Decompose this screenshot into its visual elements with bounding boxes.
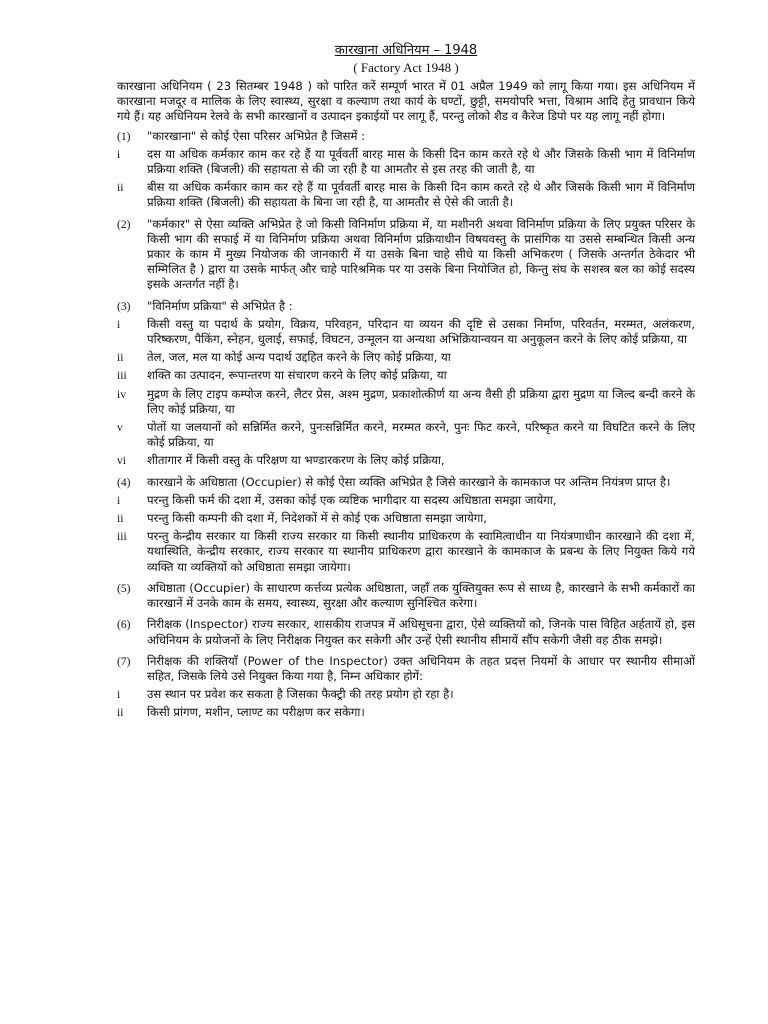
clause-number: i xyxy=(117,147,121,161)
clause-item xyxy=(117,493,695,508)
document-page xyxy=(117,42,695,724)
clause-number: i xyxy=(117,688,121,702)
clause-text: शीतागार में किसी वस्तु के परिक्षण या भण्डारकरण के लिए कोई प्रक्रिया, xyxy=(147,453,445,468)
clause-number: ii xyxy=(117,351,124,365)
clause-text: कारखाने के अधिष्ठाता (Occupier) से कोई ऐसा व्यक्ति अभिप्रेत है जिसे कारखाने के कामकाज पर अन्तिम नियंत्रण प्राप्त है। xyxy=(147,474,671,489)
clause-number: i xyxy=(117,493,121,507)
clause-item xyxy=(117,511,695,526)
clause-number: iii xyxy=(117,369,127,383)
clause-item xyxy=(117,299,695,314)
clause-list xyxy=(117,129,695,721)
clause-item xyxy=(117,687,695,702)
clause-text: तेल, जल, मल या कोई अन्य पदार्थ उद्दहित करने के लिए कोई प्रक्रिया, या xyxy=(147,350,451,365)
clause-item xyxy=(117,529,695,575)
clause-item xyxy=(117,420,695,450)
clause-text: "कारखाना" से कोई ऐसा परिसर अभिप्रेत है जिसमें : xyxy=(147,128,365,143)
clause-text: परन्तु किसी कम्पनी की दशा में, निदेशकों में से कोई एक अधिष्ठाता समझा जायेगा, xyxy=(147,511,487,526)
clause-text: "विनिर्माण प्रक्रिया" से अभिप्रेत है : xyxy=(147,298,293,313)
clause-item xyxy=(117,217,695,293)
clause-number: (7) xyxy=(117,654,131,668)
clause-text: बीस या अधिक कर्मकार काम कर रहे हैं या पूर्ववर्ती बारह मास के किसी दिन काम करते रहे थे और जिसके किसी भाग में विनिर्माण प्रक्रिया शक्ति (बिजली) की सहायता के बिना जा रही है, या आमतौर से ऐसे की जाती है। xyxy=(147,180,695,210)
clause-item xyxy=(117,654,695,684)
clause-number: ii xyxy=(117,181,124,195)
clause-text: दस या अधिक कर्मकार काम कर रहे हैं या पूर्ववर्ती बारह मास के किसी दिन काम करते रहे थे और जिसके किसी भाग में विनिर्माण प्रक्रिया शक्ति (बिजली) की सहायता से की जा रही है या आमतौर से इस तरह की जाती है, या xyxy=(147,146,695,177)
clause-text: किसी वस्तु या पदार्थ के प्रयोग, विक्रय, परिवहन, परिदान या व्ययन की दृष्टि से उसका निर्माण, परिवर्तन, मरम्मत, अलंकरण, परिष्करण, पैकिंग, स्नेहन, धुलाई, सफाई, विघटन, उन्मूलन या अन्यथा अभिक्रियान्वयन या अनुकूलन करने के लिए कोई प्रक्रिया, या xyxy=(147,316,695,347)
clause-text: किसी प्रांगण, मशीन, प्लाण्ट का परीक्षण कर सकेगा। xyxy=(147,705,365,720)
clause-item xyxy=(117,387,695,417)
clause-text: निरीक्षक की शक्तियाँ (Power of the Inspector) उक्त अधिनियम के तहत प्रदत्त नियमों के आधार पर स्थानीय सीमाओं सहित, जिसके लिये उसे नियुक्त किया गया है, निम्न अधिकार होगें: xyxy=(147,653,695,683)
clause-item xyxy=(117,147,695,177)
clause-item xyxy=(117,180,695,210)
clause-text: निरीक्षक (Inspector) राज्य सरकार, शासकीय राजपत्र में अधिसूचना द्वारा, ऐसे व्यक्तियों को, जिनके पास विहित अर्हतायें हो, इस अधिनियम के प्रयोजनों के लिए निरीक्षक नियुक्त कर सकेगी और उन्हें ऐसी स्थानीय सीमायें सौंप सकेगी जैसी वह ठीक समझे। xyxy=(147,617,695,647)
clause-item xyxy=(117,581,695,611)
clause-number: (2) xyxy=(117,217,131,231)
clause-number: iii xyxy=(117,530,127,544)
clause-number: (4) xyxy=(117,475,131,489)
clause-number: ii xyxy=(117,706,124,720)
clause-text: शक्ति का उत्पादन, रूपान्तरण या संचारण करने के लिए कोई प्रक्रिया, या xyxy=(147,368,447,383)
clause-text: मुद्रण के लिए टाइप कम्पोज करने, लैटर प्रेस, अश्म मुद्रण, प्रकाशोत्कीर्ण या अन्य वैसी ही प्रक्रिया द्वारा मुद्रण या जिल्द बन्दी करने के लिए कोई प्रक्रिया, या xyxy=(147,386,695,416)
clause-text: पोतों या जलयानों को सन्निर्मित करने, पुनःसन्निर्मित करने, मरम्मत करने, पुनः फिट करने, परिष्कृत करने या विघटित करने के लिए कोई प्रक्रिया, या xyxy=(147,420,695,450)
clause-item xyxy=(117,617,695,647)
intro-paragraph: कारखाना अधिनियम ( 23 सितम्बर 1948 ) को पारित करें सम्पूर्ण भारत में 01 अप्रैल 1949 को लागू किया गया। इस अधिनियम में कारखाना मजदूर व मालिक के लिए स्वास्थ्य, सुरक्षा व कल्याण तथा कार्य के घण्टों, छुट्टी, समयोपरि भत्ता, विश्राम आदि हेतु प्रावधान किये गये हैं। यह अधिनियम रेलवे के सभी कारखानों व उत्पादन इकाईयों पर लागू हैं, परन्तु लोको शैड व कैरेज डिपो पर यह लागू नहीं होगा। xyxy=(117,79,695,124)
clause-text: उस स्थान पर प्रवेश कर सकता है जिसका फैक्ट्री की तरह प्रयोग हो रहा है। xyxy=(147,687,454,702)
clause-number: ii xyxy=(117,512,124,526)
clause-number: vi xyxy=(117,454,127,468)
clause-item xyxy=(117,368,695,383)
clause-item xyxy=(117,317,695,347)
clause-item xyxy=(117,350,695,365)
clause-item xyxy=(117,705,695,720)
clause-number: (5) xyxy=(117,581,131,595)
clause-number: v xyxy=(117,421,123,435)
clause-text: परन्तु किसी फर्म की दशा में, उसका कोई एक व्यष्टिक भागीदार या सदस्य अधिष्ठाता समझा जायेगा, xyxy=(147,492,557,507)
document-subtitle: ( Factory Act 1948 ) xyxy=(353,60,459,75)
clause-text: परन्तु केन्द्रीय सरकार या किसी राज्य सरकार या किसी स्थानीय प्राधिकरण के स्वामित्वाधीन या नियंत्रणाधीन कारखाने की दशा में, यथास्थिति, केन्द्रीय सरकार, राज्य सरकार या स्थानीय प्राधिकरण द्वारा कारखाने के कामकाज के प्रबन्ध के लिए नियुक्त किये गये व्यक्ति या व्यक्तियों को अधिष्ठाता समझा जायेगा। xyxy=(147,529,695,574)
clause-text: "कर्मकार" से ऐसा व्यक्ति अभिप्रेत हे जो किसी विनिर्माण प्रक्रिया में, या मशीनरी अथवा विनिर्माण प्रक्रिया के लिए प्रयुक्त परिसर के किसी भाग की सफाई में या विनिर्माण प्रक्रिया अथवा विनिर्माण प्रक्रियाधीन विषयवस्तु के प्रासंगिक या उससे सम्बन्धित किसी अन्य प्रकार के काम में मुख्य नियोजक की जानकारी में या उसके बिना चाहे सीधे या किसी अभिकरण ( जिसके अन्तर्गत ठेकेदार भी सम्मिलित है ) द्वारा या उसके मार्फत् और चाहे पारिश्रमिक पर या उसके बिना नियोजित हो, किन्तु संघ के सशस्त्र बल का कोई सदस्य इसके अन्तर्गत नहीं है। xyxy=(147,216,695,292)
clause-item xyxy=(117,475,695,490)
clause-number: i xyxy=(117,317,121,331)
clause-number: iv xyxy=(117,387,127,401)
clause-number: (6) xyxy=(117,618,131,632)
clause-item xyxy=(117,129,695,144)
document-title: कारखाना अधिनियम – 1948 xyxy=(334,43,478,58)
clause-text: अधिष्ठाता (Occupier) के साधारण कर्त्तव्य प्रत्येक अधिष्ठाता, जहाँ तक युक्तियुक्त रूप से साध्य है, कारखाने के सभी कर्मकारों का कारखानें में उनके काम के समय, स्वास्थ्य, सुरक्षा और कल्याण सुनिश्चित करेगा। xyxy=(147,580,695,611)
clause-number: (1) xyxy=(117,129,131,143)
clause-item xyxy=(117,453,695,468)
clause-number: (3) xyxy=(117,299,131,313)
